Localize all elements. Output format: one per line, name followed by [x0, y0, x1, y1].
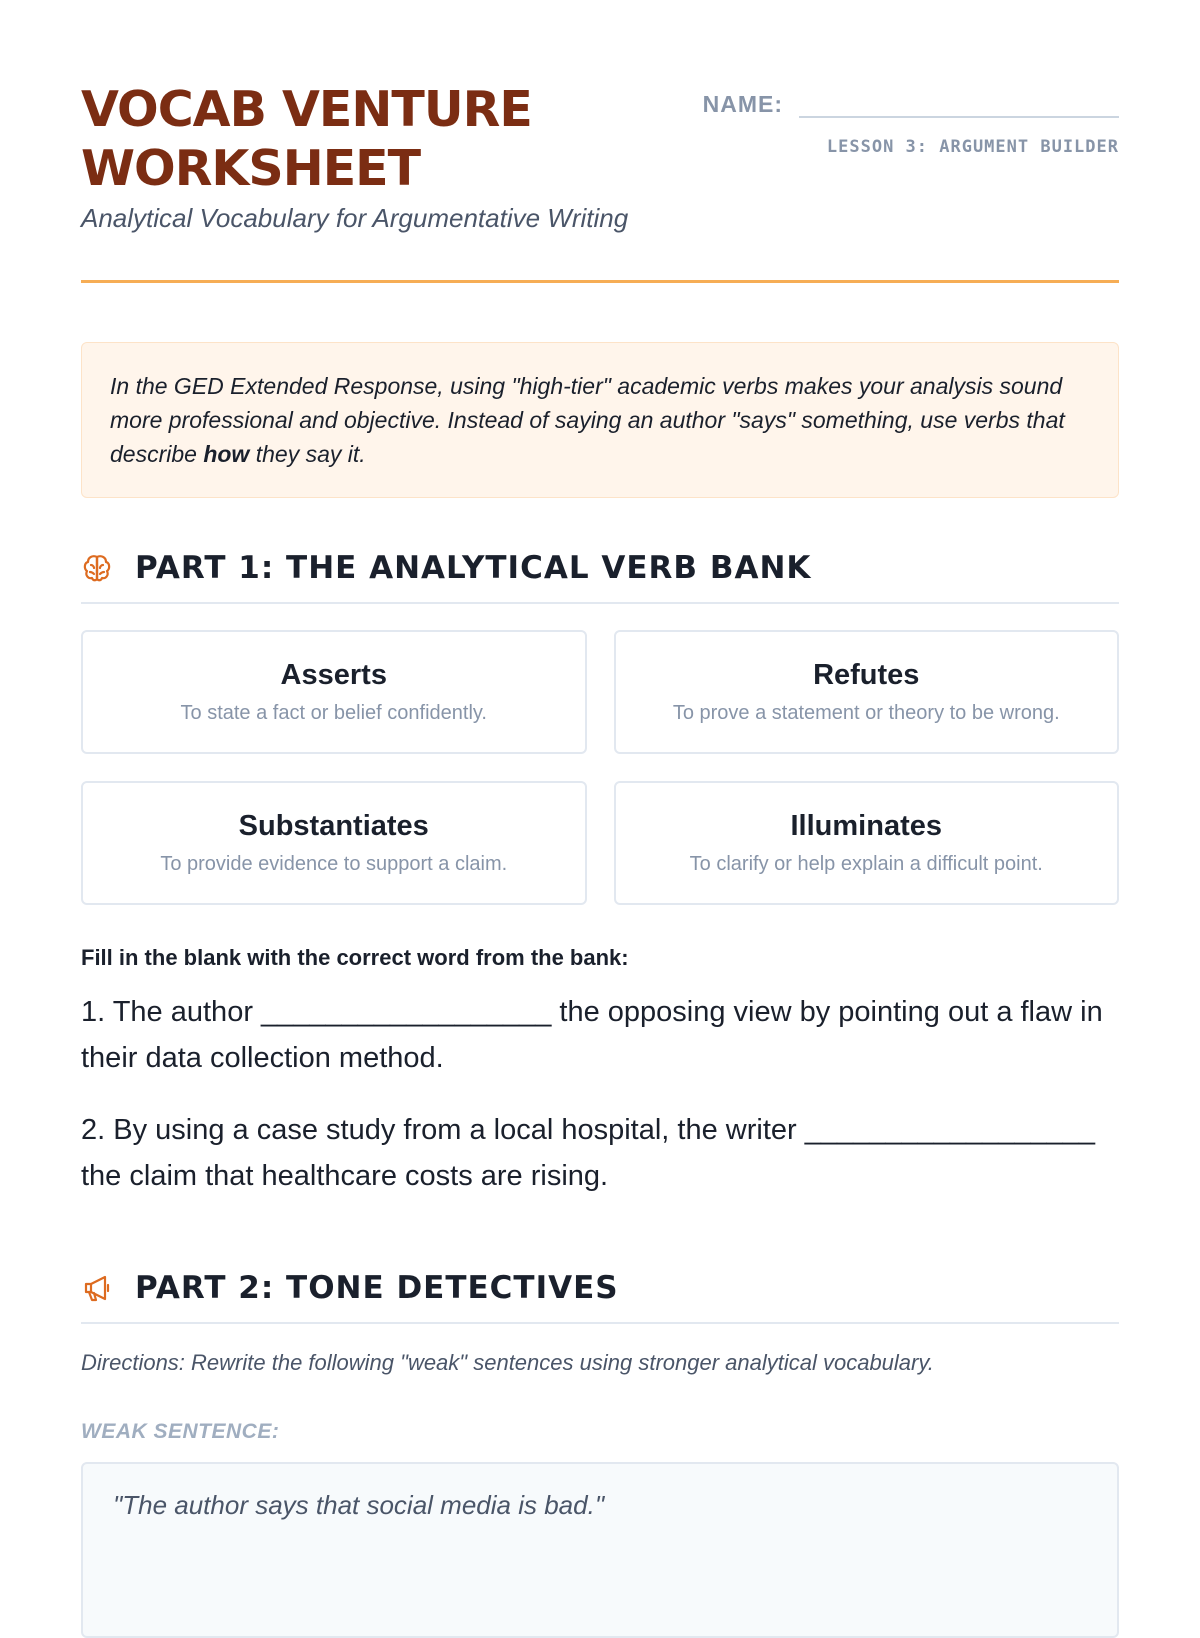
- name-field: [703, 86, 1119, 118]
- verb-definition: To state a fact or belief confidently.: [180, 702, 487, 724]
- verb-definition: To clarify or help explain a difficult point.: [689, 853, 1043, 875]
- verb-word: Illuminates: [790, 810, 942, 842]
- weak-sentence-label: WEAK SENTENCE:: [81, 1420, 280, 1443]
- verb-card: [614, 781, 1120, 905]
- question-1[interactable]: 1. The author __________________ the opposing view by pointing out a flaw in their data collection method.: [81, 996, 1103, 1074]
- weak-sentence-text: "The author says that social media is bad.": [113, 1490, 605, 1520]
- verb-bank-grid: [81, 630, 1119, 905]
- part1-header: [81, 550, 1119, 604]
- megaphone-icon: [81, 1272, 113, 1304]
- worksheet-title: VOCAB VENTURE WORKSHEET: [81, 81, 532, 197]
- fill-in-instruction: Fill in the blank with the correct word from the bank:: [81, 945, 629, 970]
- intro-text-before: In the GED Extended Response, using "high-tier" academic verbs makes your analysis sound more professional and objective. Instead of saying an author "says" something, use verbs that describe: [110, 373, 1065, 467]
- question-2[interactable]: 2. By using a case study from a local hospital, the writer __________________ the claim that healthcare costs are rising.: [81, 1114, 1096, 1192]
- part2-directions: Directions: Rewrite the following "weak" sentences using stronger analytical vocabulary.: [81, 1350, 934, 1375]
- intro-callout: [81, 342, 1119, 498]
- name-label: NAME:: [702, 91, 783, 117]
- verb-word: Refutes: [813, 659, 920, 691]
- brain-icon: [81, 552, 113, 584]
- part1-title: PART 1: THE ANALYTICAL VERB BANK: [135, 550, 812, 586]
- verb-word: Substantiates: [238, 810, 429, 842]
- verb-definition: To provide evidence to support a claim.: [160, 853, 508, 875]
- verb-card: [81, 781, 587, 905]
- worksheet-subtitle: Analytical Vocabulary for Argumentative Writing: [81, 203, 629, 233]
- part2-title: PART 2: TONE DETECTIVES: [135, 1270, 619, 1306]
- worksheet-header: [0, 0, 1200, 285]
- verb-word: Asserts: [280, 659, 387, 691]
- header-divider: [81, 280, 1119, 283]
- verb-card: [81, 630, 587, 754]
- intro-text-after: they say it.: [249, 441, 366, 467]
- weak-sentence-box: [81, 1462, 1119, 1638]
- verb-card: [614, 630, 1120, 754]
- lesson-label: LESSON 3: ARGUMENT BUILDER: [826, 137, 1119, 157]
- intro-bold-word: how: [203, 441, 250, 467]
- name-input-line[interactable]: [799, 86, 1119, 118]
- verb-definition: To prove a statement or theory to be wrong.: [672, 702, 1060, 724]
- part2-header: [81, 1270, 1119, 1324]
